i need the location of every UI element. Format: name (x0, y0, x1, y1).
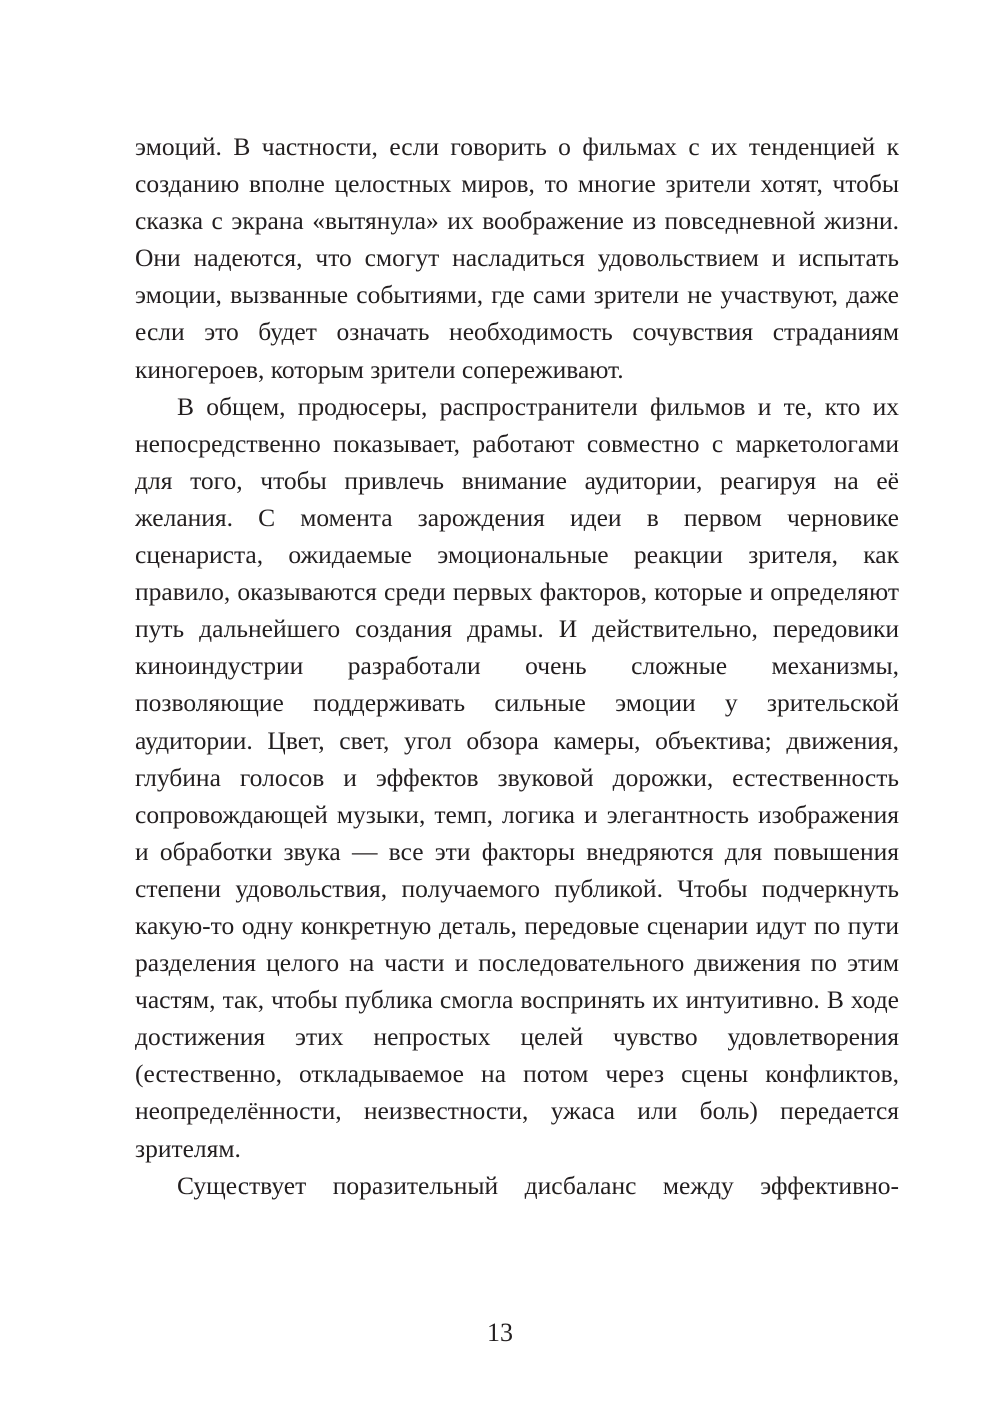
paragraph-3: Существует поразительный дисбаланс между эффективно- (177, 1170, 899, 1200)
body-text (135, 128, 899, 1204)
page-number: 13 (487, 1318, 513, 1347)
paragraph-2: В общем, продюсеры, распространители фильмов и те, кто их непосредственно показывает, работают совместно с маркетологами для того, чтобы привлечь внимание аудитории, реагируя на её желания. С момента зарождения идеи в первом черновике сценариста, ожидаемые эмоциональные реакции зрителя, как правило, оказываются среди первых факторов, которые и определяют путь дальнейшего создания драмы. И действительно, передовики киноиндустрии разработали очень сложные механизмы, позволяющие поддерживать сильные эмоции у зрительской аудитории. Цвет, свет, угол обзора камеры, объектива; движения, глубина голосов и эффектов звуковой дорожки, естественность сопровождающей музыки, темп, логика и элегантность изображения и обработки звука — все эти факторы внедряются для повышения степени удовольствия, получаемого публикой. Чтобы подчеркнуть какую-то одну конкретную деталь, передовые сценарии идут по пути разделения целого на части и последовательного движения по этим частям, так, чтобы публика смогла воспринять их интуитивно. В ходе достижения этих непростых целей чувство удовлетворения (естественно, откладываемое на потом через сцены конфликтов, неопределённости, неизвестности, ужаса или боль) передается зрителям. (135, 391, 899, 1163)
paragraph-1: эмоций. В частности, если говорить о фильмах с их тенденцией к созданию вполне целостных миров, то многие зрители хотят, чтобы сказка с экрана «вытянула» их воображение из повседневной жизни. Они надеются, что смогут насладиться удовольствием и испытать эмоции, вызванные событиями, где сами зрители не участвуют, даже если это будет означать необходимость сочувствия страданиям киногероев, которым зрители сопереживают. (135, 132, 899, 384)
